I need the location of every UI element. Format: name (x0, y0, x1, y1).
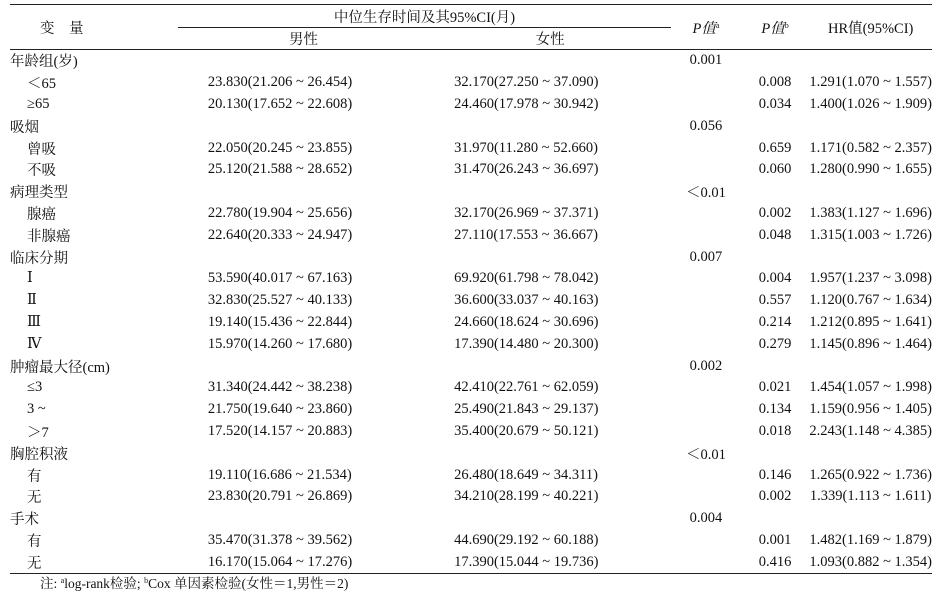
cell-p-logrank (671, 94, 741, 116)
cell-p-cox (741, 355, 810, 377)
cell-p-logrank: ＜0.01 (685, 446, 726, 463)
table-body (10, 50, 932, 574)
cell-female: 42.410(22.761 ~ 62.059) (454, 379, 599, 396)
cell-hr (809, 50, 932, 72)
table-row (10, 268, 932, 290)
cell-male (178, 442, 429, 464)
cell-male: 32.830(25.527 ~ 40.133) (207, 292, 353, 309)
cell-label: 3 ~ (27, 401, 46, 418)
cell-female: 32.170(27.250 ~ 37.090) (454, 74, 599, 91)
cell-female: 27.110(17.553 ~ 36.667) (454, 226, 598, 243)
cell-p-cox: 0.002 (758, 488, 792, 505)
cell-label: 腺癌 (27, 206, 56, 223)
cell-hr: 1.265(0.922 ~ 1.736) (809, 466, 932, 483)
cell-male: 22.780(19.904 ~ 25.656) (207, 204, 353, 221)
cell-p-cox: 0.021 (758, 379, 792, 396)
cell-label: ≥65 (27, 95, 50, 112)
cell-label: 不吸 (27, 163, 56, 180)
cell-hr (809, 181, 932, 203)
cell-male (178, 50, 429, 72)
table-group-row (10, 442, 932, 464)
cell-female (429, 181, 671, 203)
cell-p-cox (741, 115, 810, 137)
cell-hr (809, 355, 932, 377)
cell-label: 有 (27, 468, 42, 485)
cell-male: 19.140(15.436 ~ 22.844) (207, 313, 353, 330)
header-male: 男性 (288, 32, 318, 48)
header-p-a (671, 5, 741, 50)
table-row (10, 333, 932, 355)
header-row-1 (10, 5, 932, 28)
cell-label: Ⅰ (27, 270, 33, 287)
header-p-a-text: P值 (692, 20, 716, 37)
cell-p-cox: 0.004 (758, 270, 792, 287)
cell-label: 手术 (10, 512, 39, 529)
cell-label: ＞7 (27, 424, 49, 441)
cell-label: 肿瘤最大径(cm) (10, 359, 110, 376)
cell-label: 非腺癌 (27, 228, 71, 245)
cell-p-logrank (671, 290, 741, 312)
cell-label: 病理类型 (10, 185, 68, 202)
cell-label: ≤3 (27, 379, 43, 396)
cell-female (429, 355, 671, 377)
table-row (10, 159, 932, 181)
cell-female: 17.390(14.480 ~ 20.300) (454, 335, 599, 352)
cell-p-cox (741, 246, 810, 268)
cell-hr: 1.212(0.895 ~ 1.641) (809, 313, 932, 330)
cell-female: 25.490(21.843 ~ 29.137) (454, 401, 599, 418)
cell-hr: 1.339(1.113 ~ 1.611) (809, 488, 932, 505)
cell-p-cox: 0.034 (758, 95, 792, 112)
table-row (10, 137, 932, 159)
cell-hr: 1.145(0.896 ~ 1.464) (809, 335, 932, 352)
cell-p-cox: 0.279 (758, 335, 792, 352)
table-row (10, 290, 932, 312)
cell-label: Ⅲ (27, 313, 41, 330)
table-row (10, 312, 932, 334)
cell-p-logrank: 0.001 (689, 52, 723, 69)
cell-p-logrank: 0.002 (689, 357, 723, 374)
table-row (10, 224, 932, 246)
cell-hr (809, 115, 932, 137)
cell-label: 胸腔积液 (10, 446, 68, 463)
cell-p-logrank: ＜0.01 (685, 185, 726, 202)
cell-female (429, 50, 671, 72)
table-row (10, 377, 932, 399)
header-variable: 变 量 (40, 20, 84, 37)
cell-male: 23.830(20.791 ~ 26.869) (207, 488, 353, 505)
cell-male: 15.970(14.260 ~ 17.680) (207, 335, 353, 352)
footnote-prefix: 注: (40, 576, 61, 591)
cell-p-logrank (671, 333, 741, 355)
cell-p-cox: 0.060 (758, 161, 792, 178)
cell-p-cox: 0.002 (758, 204, 792, 221)
cell-p-cox: 0.214 (758, 313, 792, 330)
header-p-b (741, 5, 810, 50)
cell-p-cox: 0.018 (758, 422, 792, 439)
table-group-row (10, 50, 932, 72)
cell-p-logrank (671, 159, 741, 181)
cell-p-logrank (671, 421, 741, 443)
cell-hr: 1.400(1.026 ~ 1.909) (809, 95, 932, 112)
table-row (10, 551, 932, 573)
cell-p-cox: 0.557 (758, 292, 792, 309)
footnote-b-sup: b (144, 576, 149, 585)
cell-female: 17.390(15.044 ~ 19.736) (454, 553, 599, 570)
cell-male (178, 181, 429, 203)
cell-female (429, 442, 671, 464)
cell-p-logrank (671, 224, 741, 246)
cell-female: 31.970(11.280 ~ 52.660) (454, 139, 598, 156)
cell-p-cox: 0.146 (758, 466, 792, 483)
cell-male: 35.470(31.378 ~ 39.562) (207, 531, 353, 548)
header-median-survival-text: 中位生存时间及其95%CI(月) (333, 10, 516, 26)
cell-label: 临床分期 (10, 250, 68, 267)
header-hr: HR值(95%CI) (827, 20, 914, 37)
cell-male: 25.120(21.588 ~ 28.652) (207, 161, 353, 178)
cell-p-logrank (671, 464, 741, 486)
cell-hr (809, 442, 932, 464)
footnote-b-text: Cox 单因素检验(女性＝1,男性＝2) (148, 576, 349, 591)
cell-hr (809, 508, 932, 530)
cell-hr: 1.482(1.169 ~ 1.879) (809, 531, 932, 548)
cell-hr: 1.315(1.003 ~ 1.726) (809, 226, 932, 243)
cell-female (429, 246, 671, 268)
cell-hr: 1.171(0.582 ~ 2.357) (809, 139, 932, 156)
cell-male (178, 508, 429, 530)
header-p-a-sup: a (715, 20, 720, 30)
cell-p-cox (741, 442, 810, 464)
cell-p-logrank: 0.007 (689, 248, 723, 265)
cell-p-logrank (671, 399, 741, 421)
table-row (10, 464, 932, 486)
table-group-row (10, 246, 932, 268)
cell-hr: 1.291(1.070 ~ 1.557) (809, 74, 932, 91)
cell-female: 34.210(28.199 ~ 40.221) (454, 488, 599, 505)
table-group-row (10, 508, 932, 530)
table-row (10, 94, 932, 116)
cell-label: Ⅱ (27, 292, 37, 309)
cell-p-logrank (671, 486, 741, 508)
cell-p-cox: 0.008 (758, 74, 792, 91)
cell-p-logrank (671, 137, 741, 159)
table-row (10, 486, 932, 508)
cell-hr: 1.383(1.127 ~ 1.696) (809, 204, 932, 221)
header-median-survival (178, 5, 671, 28)
cell-p-cox (741, 181, 810, 203)
cell-p-cox (741, 50, 810, 72)
cell-hr: 2.243(1.148 ~ 4.385) (809, 422, 932, 439)
cell-hr: 1.093(0.882 ~ 1.354) (809, 553, 932, 570)
cell-female (429, 508, 671, 530)
cell-female: 24.660(18.624 ~ 30.696) (454, 313, 599, 330)
cell-label: 年龄组(岁) (10, 54, 78, 71)
cell-label: 曾吸 (27, 141, 56, 158)
cell-male: 53.590(40.017 ~ 67.163) (207, 270, 353, 287)
footnote-a-text: log-rank检验; (64, 576, 145, 591)
cell-p-cox (741, 508, 810, 530)
cell-female: 36.600(33.037 ~ 40.163) (454, 292, 599, 309)
cell-hr: 1.957(1.237 ~ 3.098) (809, 270, 932, 287)
cell-label: 有 (27, 533, 42, 550)
cell-p-logrank: 0.056 (689, 117, 723, 134)
table-row (10, 399, 932, 421)
cell-male: 22.050(20.245 ~ 23.855) (207, 139, 353, 156)
header-p-b-text: P值 (761, 20, 785, 37)
cell-label: Ⅳ (27, 335, 42, 352)
table-group-row (10, 115, 932, 137)
cell-p-cox: 0.416 (758, 553, 792, 570)
table-row (10, 421, 932, 443)
table-row (10, 203, 932, 225)
cell-p-cox: 0.659 (758, 139, 792, 156)
cell-hr (809, 246, 932, 268)
footnote (40, 572, 348, 592)
table-group-row (10, 355, 932, 377)
cell-p-logrank (671, 551, 741, 573)
cell-female: 26.480(18.649 ~ 34.311) (454, 466, 598, 483)
cell-male (178, 246, 429, 268)
cell-female: 44.690(29.192 ~ 60.188) (454, 531, 599, 548)
cell-male: 17.520(14.157 ~ 20.883) (207, 422, 353, 439)
cell-p-cox: 0.134 (758, 401, 792, 418)
cell-hr: 1.454(1.057 ~ 1.998) (809, 379, 932, 396)
cell-female (429, 115, 671, 137)
footnote-a-sup: a (60, 576, 65, 585)
cell-label: 无 (27, 490, 42, 507)
table-group-row (10, 181, 932, 203)
table-row (10, 530, 932, 552)
cell-male: 20.130(17.652 ~ 22.608) (207, 95, 353, 112)
cell-male: 21.750(19.640 ~ 23.860) (207, 401, 353, 418)
cell-p-cox: 0.001 (758, 531, 792, 548)
cell-male: 31.340(24.442 ~ 38.238) (207, 379, 353, 396)
cell-male (178, 355, 429, 377)
cell-female: 31.470(26.243 ~ 36.697) (454, 161, 599, 178)
cell-label: ＜65 (27, 76, 56, 93)
cell-male (178, 115, 429, 137)
cell-p-logrank (671, 268, 741, 290)
cell-label: 吸烟 (10, 119, 39, 136)
cell-hr: 1.159(0.956 ~ 1.405) (809, 401, 932, 418)
cell-female: 24.460(17.978 ~ 30.942) (454, 95, 599, 112)
cell-label: 无 (27, 555, 42, 572)
cell-p-logrank (671, 72, 741, 94)
cell-hr: 1.280(0.990 ~ 1.655) (809, 161, 932, 178)
cell-male: 22.640(20.333 ~ 24.947) (207, 226, 353, 243)
cell-male: 16.170(15.064 ~ 17.276) (207, 553, 353, 570)
table-row (10, 72, 932, 94)
header-p-b-sup: b (784, 20, 789, 30)
cell-p-logrank (671, 377, 741, 399)
cell-male: 23.830(21.206 ~ 26.454) (207, 74, 353, 91)
cell-p-logrank (671, 203, 741, 225)
cell-p-logrank: 0.004 (689, 510, 723, 527)
cell-female: 32.170(26.969 ~ 37.371) (454, 204, 599, 221)
cell-female: 69.920(61.798 ~ 78.042) (454, 270, 599, 287)
cell-p-logrank (671, 312, 741, 334)
cell-female: 35.400(20.679 ~ 50.121) (454, 422, 599, 439)
cell-p-cox: 0.048 (758, 226, 792, 243)
header-female: 女性 (535, 32, 565, 48)
survival-table (10, 4, 932, 574)
cell-hr: 1.120(0.767 ~ 1.634) (809, 292, 932, 309)
cell-male: 19.110(16.686 ~ 21.534) (207, 466, 352, 483)
cell-p-logrank (671, 530, 741, 552)
